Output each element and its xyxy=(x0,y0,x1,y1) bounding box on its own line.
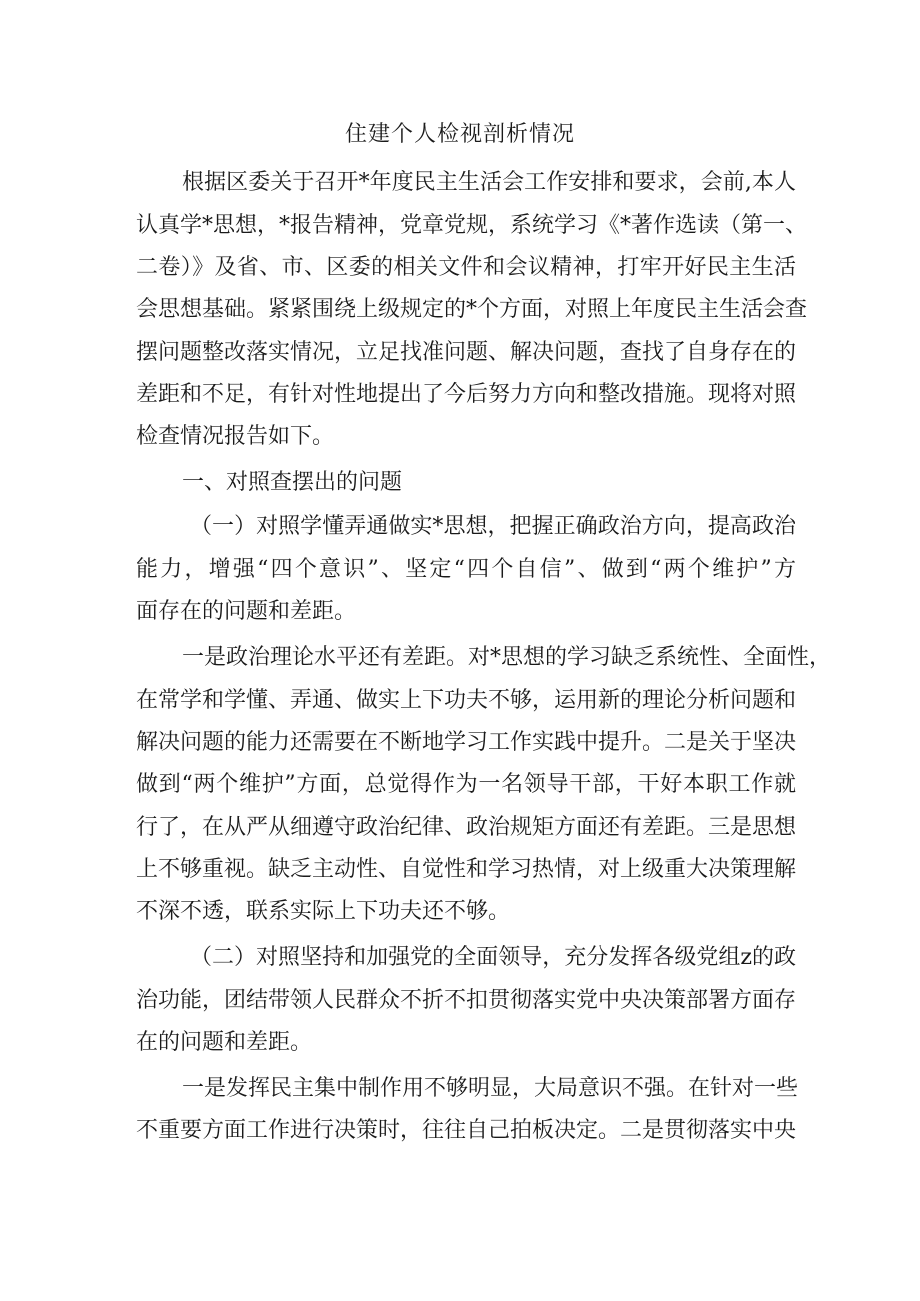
subsection-heading: （二）对照坚持和加强党的全面领导，充分发挥各级党组z的政 xyxy=(190,945,796,970)
document-title: 住建个人检视剖析情况 xyxy=(344,122,575,147)
text-line: 上不够重视。缺乏主动性、自觉性和学习热情，对上级重大决策理解 xyxy=(136,857,797,882)
text-line: 认真学*思想，*报告精神，党章党规，系统学习《*著作选读（第一、 xyxy=(136,213,808,238)
text-line: 在常学和学懂、弄通、做实上下功夫不够，运用新的理论分析问题和 xyxy=(136,688,797,713)
text-line: 摆问题整改落实情况，立足找准问题、解决问题，查找了自身存在的 xyxy=(136,340,797,365)
text-line: 不重要方面工作进行决策时，往往自己拍板决定。二是贯彻落实中央 xyxy=(136,1118,797,1143)
text-line: 根据区委关于召开*年度民主生活会工作安排和要求，会前,本人 xyxy=(182,170,796,195)
text-line: 差距和不足，有针对性地提出了今后努力方向和整改措施。现将对照 xyxy=(136,382,797,407)
text-line: 能力，增强“四个意识”、坚定“四个自信”、做到“两个维护”方 xyxy=(136,557,796,582)
text-line: 做到“两个维护”方面，总觉得作为一名领导干部，干好本职工作就 xyxy=(136,772,796,797)
text-line: 在的问题和差距。 xyxy=(136,1030,313,1055)
text-line: 治功能，团结带领人民群众不折不扣贯彻落实党中央决策部署方面存 xyxy=(136,988,797,1013)
text-line: 行了，在从严从细遵守政治纪律、政治规矩方面还有差距。三是思想 xyxy=(136,815,797,840)
text-line: 不深不透，联系实际上下功夫还不够。 xyxy=(136,899,511,924)
subsection-heading: （一）对照学懂弄通做实*思想，把握正确政治方向，提高政治 xyxy=(190,514,796,539)
text-line: 面存在的问题和差距。 xyxy=(136,599,357,624)
text-line: 会思想基础。紧紧围绕上级规定的*个方面，对照上年度民主生活会查 xyxy=(136,297,808,322)
text-line: 一是发挥民主集中制作用不够明显，大局意识不强。在针对一些 xyxy=(182,1076,799,1101)
text-line: 解决问题的能力还需要在不断地学习工作实践中提升。二是关于坚决 xyxy=(136,730,797,755)
text-line: 二卷）》及省、市、区委的相关文件和会议精神，打牢开好民主生活 xyxy=(136,255,796,280)
text-line: 检查情况报告如下。 xyxy=(136,424,335,449)
text-line: 一是政治理论水平还有差距。对*思想的学习缺乏系统性、全面性， xyxy=(182,645,832,670)
section-heading: 一、对照查摆出的问题 xyxy=(182,470,403,495)
